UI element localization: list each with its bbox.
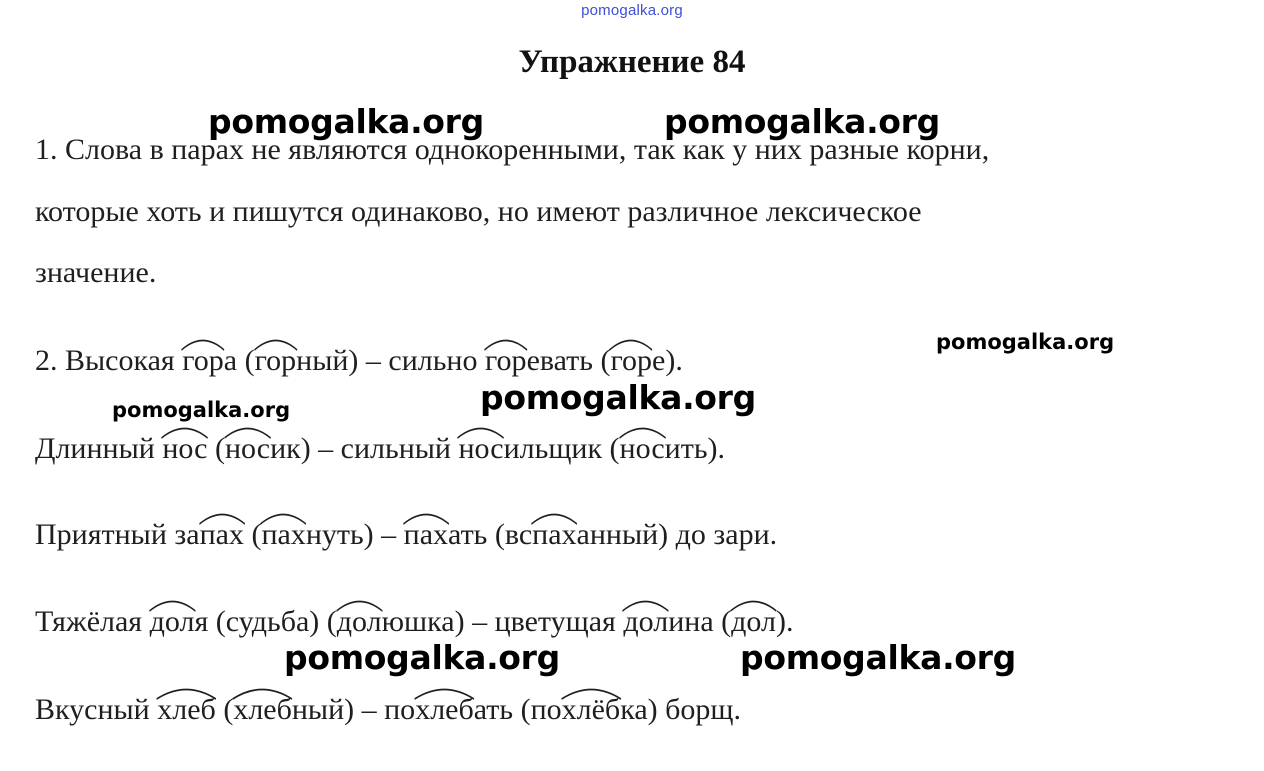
top-watermark: pomogalka.org [581, 2, 683, 19]
word-pair-line-dol [35, 605, 793, 639]
root-dol-4: дол [731, 605, 776, 639]
text-segment: 2. Высокая [35, 344, 183, 377]
root-pah-4: пах [532, 518, 576, 552]
root-arc [161, 425, 208, 439]
text-segment: ать (вс [448, 518, 533, 551]
root-gora-3: гор [485, 344, 527, 378]
root-arc [232, 686, 293, 700]
text-segment: ). [775, 605, 794, 638]
root-arc [156, 686, 217, 700]
root-pah-1: пах [200, 518, 244, 552]
root-nos-1: нос [162, 432, 207, 466]
root-arc [622, 598, 669, 612]
text-segment: Длинный [35, 432, 163, 465]
watermark: pomogalka.org [112, 398, 291, 422]
root-arc [224, 425, 271, 439]
root-gora-1: гор [182, 344, 224, 378]
exercise-title: Упражнение 84 [518, 44, 746, 80]
watermark: pomogalka.org [936, 330, 1115, 354]
text-segment: ( [207, 432, 225, 465]
text-segment: ка) борщ. [620, 693, 741, 726]
root-arc [260, 511, 306, 525]
root-nos-2: нос [225, 432, 270, 466]
text-segment: анный) до зари. [576, 518, 778, 551]
root-gora-4: гор [610, 344, 652, 378]
root-arc [484, 337, 528, 351]
root-arc [457, 425, 504, 439]
text-segment: ить). [664, 432, 726, 465]
root-nos-4: нос [620, 432, 665, 466]
root-dol-2: дол [337, 605, 382, 639]
root-arc [254, 337, 298, 351]
text-segment: ( [215, 693, 234, 726]
text-segment: ина ( [668, 605, 732, 638]
root-hleb-2: хлеб [233, 693, 292, 727]
root-arc [730, 598, 777, 612]
text-segment: ный) – сильно [296, 344, 485, 377]
root-gora-2: гор [255, 344, 297, 378]
text-segment: ильщик ( [503, 432, 620, 465]
root-nos-3: нос [458, 432, 503, 466]
root-arc [181, 337, 225, 351]
text-segment: ( [243, 518, 262, 551]
root-arc [336, 598, 383, 612]
watermark: pomogalka.org [740, 638, 1016, 677]
text-segment: ный) – по [291, 693, 416, 726]
root-pah-2: пах [261, 518, 305, 552]
paragraph-1-line-1: 1. Слова в парах не являются однокоренными, так как у них разные корни, [35, 133, 990, 166]
root-arc [199, 511, 245, 525]
root-dol-3: дол [623, 605, 668, 639]
root-arc [561, 686, 622, 700]
root-arc [414, 686, 475, 700]
watermark: pomogalka.org [480, 378, 756, 417]
root-arc [609, 337, 653, 351]
watermark: pomogalka.org [664, 102, 940, 141]
watermark: pomogalka.org [284, 638, 560, 677]
root-hleb-4: хлёб [562, 693, 621, 727]
paragraph-1-line-3: значение. [35, 256, 157, 289]
text-segment: Вкусный [35, 693, 158, 726]
text-segment: Тяжёлая [35, 605, 150, 638]
text-segment: юшка) – цветущая [381, 605, 624, 638]
root-pah-3: пах [404, 518, 448, 552]
root-dol-1: дол [150, 605, 195, 639]
text-segment: ать (по [473, 693, 562, 726]
root-hleb-1: хлеб [157, 693, 216, 727]
root-arc [403, 511, 449, 525]
watermark: pomogalka.org [208, 102, 484, 141]
root-arc [619, 425, 666, 439]
root-arc [531, 511, 577, 525]
word-pair-line-nos [35, 432, 725, 466]
word-pair-line-gora [35, 344, 683, 378]
paragraph-1-line-2: которые хоть и пишутся одинаково, но имеют различное лексическое [35, 195, 922, 228]
word-pair-line-hleb [35, 693, 741, 727]
text-segment: ик) – сильный [270, 432, 459, 465]
text-segment: е). [652, 344, 683, 377]
word-pair-line-pah [35, 518, 777, 552]
text-segment: я (судьба) ( [194, 605, 337, 638]
root-arc [149, 598, 196, 612]
text-segment: а ( [223, 344, 255, 377]
text-segment: нуть) – [305, 518, 404, 551]
text-segment: евать ( [526, 344, 611, 377]
text-segment: Приятный за [35, 518, 200, 551]
root-hleb-3: хлеб [415, 693, 474, 727]
